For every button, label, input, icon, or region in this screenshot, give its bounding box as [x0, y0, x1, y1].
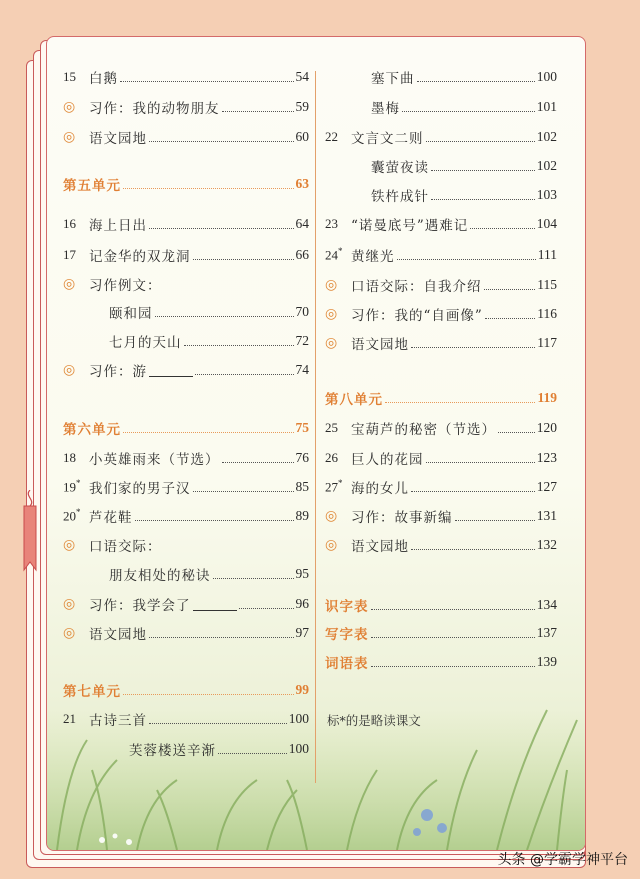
page-number: 103 — [536, 187, 557, 202]
appendix-entry — [325, 593, 557, 617]
entry-title: 语文园地 — [351, 539, 409, 555]
column-divider — [315, 71, 316, 783]
dot-leader — [371, 666, 535, 667]
dot-leader — [402, 111, 535, 112]
page-number: 100 — [536, 69, 557, 84]
bullet-circle-icon: ◎ — [63, 596, 76, 612]
page-number: 111 — [537, 247, 557, 262]
page-number: 89 — [295, 508, 309, 523]
entry-title: 写字表 — [325, 627, 369, 643]
entry-title: 囊萤夜读 — [371, 160, 429, 176]
fill-in-blank — [193, 597, 237, 611]
dot-leader — [222, 462, 294, 463]
toc-entry — [63, 621, 309, 645]
toc-entry — [325, 65, 557, 89]
bullet-circle-icon: ◎ — [325, 508, 338, 524]
toc-entry — [63, 737, 309, 761]
lesson-number: 27* — [325, 478, 343, 495]
dot-leader — [184, 345, 294, 346]
page-number: 123 — [536, 450, 557, 465]
dot-leader — [123, 432, 294, 433]
toc-entry — [63, 272, 309, 296]
dot-leader — [371, 637, 535, 638]
entry-title: 宝葫芦的秘密（节选） — [351, 422, 496, 438]
unit-heading — [325, 386, 557, 410]
lesson-number: 23 — [325, 216, 338, 231]
entry-title: 海上日出 — [89, 218, 147, 234]
dot-leader — [149, 723, 287, 724]
entry-title: 小英雄雨来（节选） — [89, 452, 220, 468]
page-number: 134 — [536, 597, 557, 612]
dot-leader — [411, 549, 535, 550]
page-number: 139 — [536, 654, 557, 669]
toc-entry — [325, 533, 557, 557]
entry-title: 第八单元 — [325, 392, 383, 408]
toc-entry — [63, 329, 309, 353]
dot-leader — [135, 520, 294, 521]
page-number: 137 — [536, 625, 557, 640]
dot-leader — [195, 374, 294, 375]
toc-entry — [63, 95, 309, 119]
dot-leader — [431, 199, 535, 200]
dot-leader — [426, 141, 535, 142]
dot-leader — [385, 402, 535, 403]
lesson-number: 15 — [63, 69, 76, 84]
toc-entry — [325, 475, 557, 499]
page-number: 119 — [537, 390, 557, 405]
page-number: 96 — [295, 596, 309, 611]
entry-title: 语文园地 — [89, 627, 147, 643]
page-number: 66 — [295, 247, 309, 262]
entry-title: 我们家的男子汉 — [89, 481, 191, 497]
toc-entry — [63, 300, 309, 324]
entry-title: 墨梅 — [371, 101, 400, 117]
entry-title: 海的女儿 — [351, 481, 409, 497]
toc-entry — [63, 125, 309, 149]
toc-entry — [325, 183, 557, 207]
bullet-circle-icon: ◎ — [325, 537, 338, 553]
entry-title: 第七单元 — [63, 684, 121, 700]
toc-entry — [63, 446, 309, 470]
entry-title: 第六单元 — [63, 422, 121, 438]
page-number: 95 — [295, 566, 309, 581]
dot-leader — [193, 259, 294, 260]
lesson-number: 24* — [325, 246, 343, 263]
bullet-circle-icon: ◎ — [63, 99, 76, 115]
toc-entry — [63, 592, 309, 616]
dot-leader — [485, 318, 535, 319]
entry-title: 古诗三首 — [89, 713, 147, 729]
dot-leader — [213, 578, 294, 579]
dot-leader — [411, 491, 535, 492]
lesson-number: 17 — [63, 247, 76, 262]
entry-title: 记金华的双龙洞 — [89, 249, 191, 265]
entry-title: 文言文二则 — [351, 131, 424, 147]
toc-entry — [325, 273, 557, 297]
entry-title: 词语表 — [325, 656, 369, 672]
skim-reading-mark: * — [76, 507, 81, 518]
bullet-circle-icon: ◎ — [325, 335, 338, 351]
toc-entry — [63, 707, 309, 731]
bullet-circle-icon: ◎ — [325, 306, 338, 322]
page-number: 64 — [295, 216, 309, 231]
entry-title: 黄继光 — [351, 249, 395, 265]
entry-title: 口语交际： — [89, 539, 162, 555]
entry-title: 识字表 — [325, 599, 369, 615]
dot-leader — [484, 289, 536, 290]
page-number: 117 — [537, 335, 557, 350]
page-number: 127 — [536, 479, 557, 494]
bullet-circle-icon: ◎ — [325, 277, 338, 293]
bookmark-ribbon-icon — [22, 490, 38, 576]
bullet-circle-icon: ◎ — [63, 537, 76, 553]
entry-title: 白鹅 — [89, 71, 118, 87]
page-number: 70 — [295, 304, 309, 319]
toc-entry — [63, 475, 309, 499]
page-number: 63 — [295, 176, 309, 191]
entry-title: 语文园地 — [89, 131, 147, 147]
entry-title: 七月的天山 — [109, 335, 182, 351]
entry-title: 习作：游 — [89, 364, 147, 380]
page-number: 85 — [295, 479, 309, 494]
lesson-number: 22 — [325, 129, 338, 144]
dot-leader — [431, 170, 535, 171]
dot-leader — [123, 188, 294, 189]
page-number: 101 — [536, 99, 557, 114]
page-number: 102 — [536, 158, 557, 173]
fill-in-blank — [149, 363, 193, 377]
lesson-number: 16 — [63, 216, 76, 231]
bullet-circle-icon: ◎ — [63, 625, 76, 641]
page-number: 97 — [295, 625, 309, 640]
page-number: 104 — [536, 216, 557, 231]
toc-entry — [63, 504, 309, 528]
toc-page — [46, 36, 586, 851]
dot-leader — [149, 637, 294, 638]
unit-heading — [63, 172, 309, 196]
page-number: 116 — [537, 306, 557, 321]
entry-title: 颐和园 — [109, 306, 153, 322]
toc-entry — [63, 65, 309, 89]
entry-title: 习作：故事新编 — [351, 510, 453, 526]
entry-title: 芙蓉楼送辛渐 — [129, 743, 216, 759]
toc-entry — [325, 416, 557, 440]
bullet-circle-icon: ◎ — [63, 362, 76, 378]
toc-entry — [325, 125, 557, 149]
toc-entry — [63, 562, 309, 586]
page-number: 72 — [295, 333, 309, 348]
dot-leader — [411, 347, 535, 348]
bullet-circle-icon: ◎ — [63, 129, 76, 145]
toc-entry — [325, 243, 557, 267]
unit-heading — [63, 678, 309, 702]
page-number: 99 — [295, 682, 309, 697]
appendix-entry — [325, 621, 557, 645]
toc-entry — [325, 154, 557, 178]
lesson-number: 19* — [63, 478, 81, 495]
page-number: 100 — [288, 741, 309, 756]
toc-entry — [325, 212, 557, 236]
entry-title: 口语交际：自我介绍 — [351, 279, 482, 295]
dot-leader — [498, 432, 535, 433]
watermark: 头条 @学霸学神平台 — [497, 852, 628, 868]
dot-leader — [397, 259, 536, 260]
dot-leader — [120, 81, 294, 82]
dot-leader — [426, 462, 535, 463]
entry-title: 巨人的花园 — [351, 452, 424, 468]
toc-entry — [325, 446, 557, 470]
toc-entry — [325, 302, 557, 326]
page-number: 115 — [537, 277, 557, 292]
page-number: 59 — [295, 99, 309, 114]
dot-leader — [470, 228, 534, 229]
lesson-number: 20* — [63, 507, 81, 524]
page-number: 76 — [295, 450, 309, 465]
page-number: 100 — [288, 711, 309, 726]
entry-title: 芦花鞋 — [89, 510, 133, 526]
toc-entry — [325, 95, 557, 119]
dot-leader — [149, 228, 294, 229]
page-number: 131 — [536, 508, 557, 523]
entry-title: 习作例文： — [89, 278, 162, 294]
dot-leader — [417, 81, 535, 82]
entry-title: 习作：我的“自画像” — [351, 308, 483, 324]
appendix-entry — [325, 650, 557, 674]
page-number: 74 — [295, 362, 309, 377]
page-number: 60 — [295, 129, 309, 144]
page-number: 54 — [295, 69, 309, 84]
page-number: 102 — [536, 129, 557, 144]
lesson-number: 21 — [63, 711, 76, 726]
bullet-circle-icon: ◎ — [63, 276, 76, 292]
lesson-number: 26 — [325, 450, 338, 465]
dot-leader — [149, 141, 294, 142]
dot-leader — [371, 609, 535, 610]
toc-entry — [63, 212, 309, 236]
dot-leader — [222, 111, 294, 112]
lesson-number: 25 — [325, 420, 338, 435]
dot-leader — [218, 753, 287, 754]
unit-heading — [63, 416, 309, 440]
entry-title: 习作：我的动物朋友 — [89, 101, 220, 117]
entry-title: 语文园地 — [351, 337, 409, 353]
entry-title: 朋友相处的秘诀 — [109, 568, 211, 584]
dot-leader — [155, 316, 294, 317]
toc-entry — [325, 331, 557, 355]
toc-entry — [325, 504, 557, 528]
dot-leader — [193, 491, 294, 492]
entry-title: 塞下曲 — [371, 71, 415, 87]
entry-title: “诺曼底号”遇难记 — [351, 218, 469, 234]
skim-reading-mark: * — [338, 246, 343, 257]
dot-leader — [123, 694, 294, 695]
entry-title: 习作：我学会了 — [89, 598, 191, 614]
toc-entry — [63, 243, 309, 267]
page-number: 132 — [536, 537, 557, 552]
footnote: 标*的是略读课文 — [327, 713, 421, 728]
toc-entry — [63, 358, 309, 382]
entry-title: 铁杵成针 — [371, 189, 429, 205]
entry-title: 第五单元 — [63, 178, 121, 194]
skim-reading-mark: * — [76, 478, 81, 489]
toc-entry — [63, 533, 309, 557]
page-number: 75 — [295, 420, 309, 435]
dot-leader — [455, 520, 535, 521]
dot-leader — [239, 608, 294, 609]
lesson-number: 18 — [63, 450, 76, 465]
page-number: 120 — [536, 420, 557, 435]
skim-reading-mark: * — [338, 478, 343, 489]
